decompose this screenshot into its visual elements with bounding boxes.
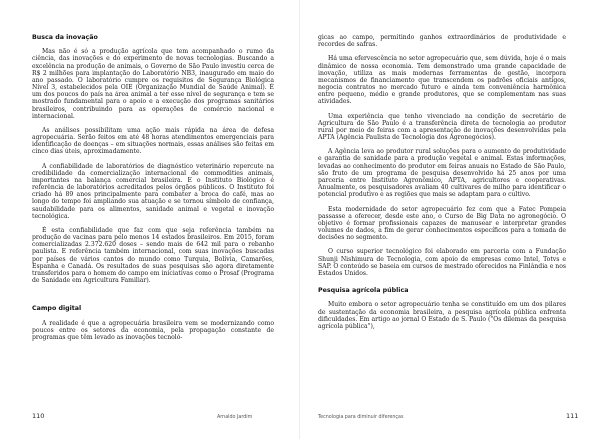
section-heading-campo-digital: Campo digital bbox=[32, 305, 82, 313]
paragraph-continuation: gicas ao campo, permitindo ganhos extraordinários de produtividade e recordes de safras. bbox=[318, 34, 566, 49]
paragraph: É esta confiabilidade que faz com que seja referência também na produção de vacinas para pelo menos 14 estados brasileiros. Em 2015, foram comercializadas 2.372.620 doses – sendo mais de 642 mil para o rebanho paulista. E referência também internacional, com suas inovações buscadas por países de vários cantos do mundo como Turquia, Bolívia, Camarões, Espanha e Canadá. Os resultados de suas pesquisas são agora diretamente transferidos para o homem do campo em iniciativas como o Prosaf (Programa de Sanidade em Agricultura Familiar). bbox=[32, 227, 274, 285]
paragraph: Uma experiência que tenho vivenciado na condição de secretário de Agricultura de São Paulo é a transferência direta de tecnologia ao produtor rural por meio de feiras com a apresentação de inovações desenvolvidas pela APTA (Agência Paulista de Tecnologia dos Agronegócios). bbox=[318, 112, 566, 142]
section-heading-pesquisa-agricola-publica: Pesquisa agrícola pública bbox=[318, 287, 409, 295]
section-spacer bbox=[32, 291, 274, 305]
paragraph: A Agência leva ao produtor rural soluções para o aumento de produtividade e garantia de sanidade para a produção vegetal e animal. Estas informações, levadas ao conhecimento do produtor em feiras anuais no Estado de São Paulo, são fruto de um programa de pesquisa desenvolvido há 25 anos por uma parceria entre Instituto Agronômico, APTA, agricultores e cooperativas. Anualmente, os pesquisadores avaliam 40 cultivares de milho para identificar o potencial produtivo e as regiões que mais se adaptam para o cultivo. bbox=[318, 148, 566, 199]
page-number-right: 111 bbox=[566, 412, 579, 420]
section-heading-busca-da-inovacao: Busca da inovação bbox=[32, 34, 98, 41]
right-text-column bbox=[318, 34, 566, 337]
paragraph: Há uma efervescência no setor agropecuário que, sem dúvida, hoje é o mais dinâmico de nossa economia. Tem demonstrado uma grande capacidade de inovação, utiliza as mais modernas ferramentas de gestão, incorpora mecanismos de financiamento que transcendem os padrões oficiais antigos, negocia contratos no mercado futuro e ainda tem conveniência harmônica entre pequeno, médio e grande produtores, que se complementam nas suas atividades. bbox=[318, 55, 566, 106]
running-footer-title: Tecnologia para diminuir diferenças bbox=[318, 415, 404, 420]
paragraph: O curso superior tecnológico foi elaborado em parceria com a Fundação Shunji Nishimura de Tecnologia, com apoio de empresas como Intel, Totvs e SAP. O conteúdo se baseia em cursos de mestrado oferecidos na Finlândia e nos Estados Unidos. bbox=[318, 248, 566, 277]
paragraph: As análises possibilitam uma ação mais rápida na área de defesa agropecuária. Serão feitos em até 48 horas atendimentos emergenciais para identificação de doenças – em situações normais, essas análises são feitas em cinco dias úteis, aproximadamente. bbox=[32, 126, 274, 156]
paragraph: Esta modernidade do setor agropecuário fez com que a Fatec Pompeia passasse a oferecer, desde este ano, o Curso de Big Data no agronegócio. O objetivo é formar profissionais capazes de manusear e interpretar grandes volumes de dados, a fim de gerar conhecimentos específicos para a tomada de decisões no segmento. bbox=[318, 205, 566, 242]
paragraph: A realidade é que a agropecuária brasileira vem se modernizando como poucos entre os setores da economia, pela propagação constante de programas que têm levado as inovações tecnoló- bbox=[32, 319, 274, 341]
left-text-column bbox=[32, 34, 274, 348]
paragraph: Muito embora o setor agropecuário tenha se constituído em um dos pilares de sustentação da economia brasileira, a pesquisa agrícola pública enfrenta dificuldades. Em artigo ao jornal O Estado de S. Paulo ("Os dilemas da pesquisa agrícola pública"), bbox=[318, 301, 566, 330]
running-footer-author: Arnaldo Jardim bbox=[217, 415, 253, 420]
paragraph: Mas não é só a produção agrícola que tem acompanhado o rumo da ciência, das inovações e do experimento de novas tecnologias. Buscando a excelência na produção de animais, o Governo de São Paulo investiu cerca de R$ 2 milhões para implantação do Laboratório NB3, inaugurado em maio do ano passado. O laboratório cumpre os requisitos de Segurança Biológica Nível 3, estabelecidos pela OIE (Organização Mundial de Saúde Animal). É um dos poucos do país na área animal a ter esse nível de segurança e tem se mostrado fundamental para o apoio e a execução dos programas sanitários brasileiros, contribuindo para as operações de comércio nacional e internacional. bbox=[32, 48, 274, 120]
right-page bbox=[300, 0, 600, 439]
paragraph: A confiabilidade de laboratórios de diagnóstico veterinário repercute na credibilidade da comercialização internacional de commodities animais, importantes na balança comercial brasileira. E o Instituto Biológico é referência de laboratórios acreditados pelos órgãos públicos. O Instituto foi criado há 89 anos principalmente para combater a broca do café, mas ao longo do tempo foi ampliando sua atuação e se tornou símbolo de confiança, saudabilidade para os alimentos, sanidade animal e vegetal e inovação tecnológica. bbox=[32, 162, 274, 220]
page-number-left: 110 bbox=[32, 412, 45, 420]
